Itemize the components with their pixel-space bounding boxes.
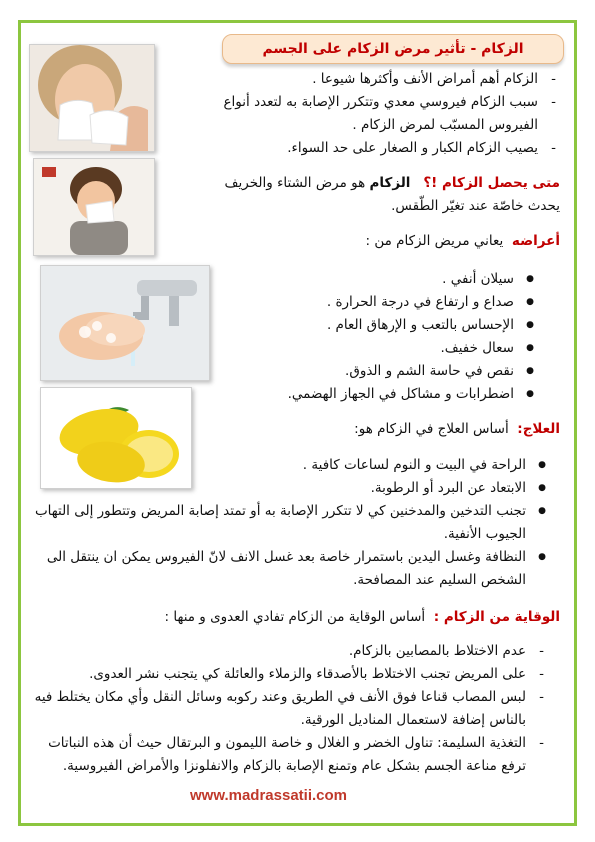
- symptoms-list-block: [196, 268, 536, 406]
- website-link[interactable]: www.madrassatii.com: [190, 787, 348, 804]
- child-sneezing-photo: [33, 158, 155, 256]
- when-heading: متى يحصل الزكام !؟: [423, 175, 560, 191]
- list-item: ● اضطرابات و مشاكل في الجهاز الهضمي.: [196, 383, 536, 406]
- symptoms-intro: يعاني مريض الزكام من :: [365, 233, 504, 249]
- list-item: ● الراحة في البيت و النوم لساعات كافية .: [26, 454, 548, 477]
- list-item: ● الابتعاد عن البرد أو الرطوبة.: [26, 477, 548, 500]
- list-item: ● سعال خفيف.: [196, 337, 536, 360]
- treatment-heading: العلاج:: [517, 421, 560, 437]
- list-item: - الزكام أهم أمراض الأنف وأكثرها شيوعا .: [196, 68, 560, 91]
- when-section: [196, 172, 560, 218]
- list-item: - التغذية السليمة: تناول الخضر و الغلال و خاصة الليمون و البرتقال حيث أن هذه النباتات ترفع مناعة الجسم بشكل عام وتمنع الإصابة بالزكام والانفلونزا والأمراض الفيروسية.: [26, 732, 548, 778]
- woman-tissue-photo: [29, 44, 155, 152]
- treatment-list: [26, 454, 548, 592]
- prevention-list-block: [26, 640, 548, 778]
- list-item: ● الإحساس بالتعب و الإرهاق العام .: [196, 314, 536, 337]
- list-item: ● صداع و ارتفاع في درجة الحرارة .: [196, 291, 536, 314]
- when-term: الزكام: [369, 175, 411, 191]
- list-item: ● سيلان أنفي .: [196, 268, 536, 291]
- hand-washing-photo: [40, 265, 210, 381]
- list-item: - على المريض تجنب الاختلاط بالأصدقاء والزملاء والعائلة كي يتجنب نشر العدوى.: [26, 663, 548, 686]
- when-text: هو مرض الشتاء والخريف يحدث خاصّة عند تغيّر الطّقس.: [224, 175, 560, 214]
- treatment-intro: أساس العلاج في الزكام هو:: [354, 421, 509, 437]
- prevention-list: [26, 640, 548, 778]
- list-item: - يصيب الزكام الكبار و الصغار على حد السواء.: [196, 137, 560, 160]
- page-title: الزكام - تأثير مرض الزكام على الجسم: [222, 34, 564, 64]
- intro-list: [196, 68, 560, 160]
- symptoms-list: [196, 268, 536, 406]
- treatment-section: [196, 418, 560, 441]
- list-item: ● النظافة وغسل اليدين باستمرار خاصة بعد غسل الانف لانّ الفيروس يمكن ان ينتقل الى الشخص السليم عند المصافحة.: [26, 546, 548, 592]
- prevention-heading: الوقاية من الزكام :: [433, 609, 560, 625]
- list-item: - عدم الاختلاط بالمصابين بالزكام.: [26, 640, 548, 663]
- list-item: - سبب الزكام فيروسي معدي وتتكرر الإصابة به لتعدد أنواع الفيروس المسبّب لمرض الزكام .: [196, 91, 560, 137]
- intro-section: [196, 68, 560, 160]
- list-item: ● تجنب التدخين والمدخنين كي لا تتكرر الإصابة به أو تمتد إصابة المريض وتتطور إلى التهاب الجيوب الأنفية.: [26, 500, 548, 546]
- prevention-section: [26, 606, 560, 629]
- prevention-intro: أساس الوقاية من الزكام تفادي العدوى و منها :: [164, 609, 426, 625]
- list-item: ● نقص في حاسة الشم و الذوق.: [196, 360, 536, 383]
- list-item: - لبس المصاب قناعا فوق الأنف في الطريق وعند ركوبه وسائل النقل وأي مكان يختلط فيه بالناس إضافة لاستعمال المناديل الورقية.: [26, 686, 548, 732]
- symptoms-header: [196, 230, 560, 253]
- symptoms-section: [196, 230, 560, 253]
- symptoms-heading: أعراضه: [511, 233, 560, 249]
- treatment-list-block: [26, 454, 548, 592]
